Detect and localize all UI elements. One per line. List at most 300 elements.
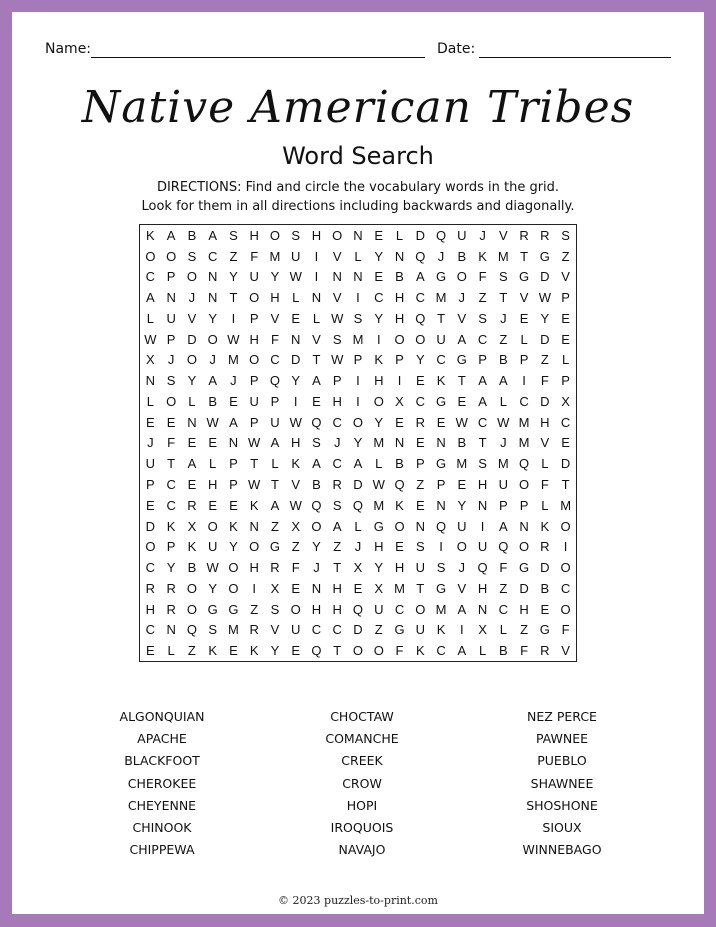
grid-cell[interactable]: R: [270, 560, 280, 576]
grid-cell[interactable]: O: [394, 518, 405, 534]
grid-cell[interactable]: X: [187, 518, 197, 534]
grid-cell[interactable]: U: [291, 622, 301, 638]
grid-cell[interactable]: G: [228, 601, 239, 617]
grid-cell[interactable]: B: [540, 580, 550, 596]
grid-cell[interactable]: Z: [333, 539, 342, 555]
grid-cell[interactable]: G: [539, 248, 550, 264]
grid-cell[interactable]: X: [270, 580, 280, 596]
grid-cell[interactable]: N: [394, 435, 405, 451]
grid-cell[interactable]: Y: [270, 643, 280, 659]
grid-cell[interactable]: S: [187, 248, 197, 264]
grid-cell[interactable]: C: [374, 290, 384, 306]
grid-cell[interactable]: E: [457, 477, 467, 493]
grid-cell[interactable]: Y: [353, 435, 363, 451]
grid-cell[interactable]: N: [353, 227, 363, 243]
grid-cell[interactable]: E: [312, 393, 321, 409]
grid-cell[interactable]: A: [166, 227, 176, 243]
grid-cell[interactable]: K: [187, 539, 197, 555]
grid-cell[interactable]: N: [228, 435, 239, 451]
grid-cell[interactable]: O: [456, 539, 467, 555]
grid-cell[interactable]: Q: [415, 248, 426, 264]
grid-cell[interactable]: P: [249, 310, 259, 326]
grid-cell[interactable]: M: [373, 435, 385, 451]
grid-cell[interactable]: X: [146, 352, 155, 368]
grid-cell[interactable]: F: [270, 331, 279, 347]
grid-cell[interactable]: V: [457, 310, 467, 326]
grid-cell[interactable]: C: [477, 414, 488, 430]
grid-cell[interactable]: Z: [478, 290, 487, 306]
grid-cell[interactable]: E: [374, 227, 384, 243]
grid-cell[interactable]: H: [249, 331, 259, 347]
grid-cell[interactable]: J: [500, 310, 507, 326]
grid-cell[interactable]: E: [291, 580, 301, 596]
grid-cell[interactable]: K: [540, 518, 550, 534]
grid-cell[interactable]: U: [457, 518, 467, 534]
grid-cell[interactable]: Q: [311, 643, 322, 659]
grid-cell[interactable]: O: [415, 331, 426, 347]
grid-cell[interactable]: S: [166, 373, 176, 389]
grid-cell[interactable]: Y: [540, 310, 550, 326]
grid-cell[interactable]: E: [208, 497, 217, 513]
grid-cell[interactable]: C: [498, 601, 509, 617]
grid-cell[interactable]: H: [394, 310, 405, 326]
grid-cell[interactable]: Y: [208, 310, 217, 326]
grid-cell[interactable]: N: [332, 269, 342, 285]
grid-cell[interactable]: T: [478, 435, 487, 451]
grid-cell[interactable]: M: [435, 290, 447, 306]
grid-cell[interactable]: W: [497, 414, 510, 430]
grid-cell[interactable]: O: [332, 227, 343, 243]
grid-cell[interactable]: Y: [374, 560, 384, 576]
grid-cell[interactable]: J: [354, 539, 362, 555]
grid-cell[interactable]: H: [477, 477, 488, 493]
grid-cell[interactable]: U: [249, 393, 259, 409]
grid-cell[interactable]: S: [561, 227, 570, 243]
grid-cell[interactable]: E: [374, 269, 384, 285]
grid-cell[interactable]: J: [188, 290, 196, 306]
grid-cell[interactable]: L: [209, 456, 217, 472]
grid-cell[interactable]: A: [187, 456, 197, 472]
grid-cell[interactable]: O: [166, 393, 177, 409]
grid-cell[interactable]: M: [269, 248, 281, 264]
grid-cell[interactable]: J: [500, 435, 507, 451]
grid-cell[interactable]: Y: [415, 352, 425, 368]
grid-cell[interactable]: X: [291, 518, 301, 534]
grid-cell[interactable]: H: [374, 373, 384, 389]
grid-cell[interactable]: D: [540, 393, 550, 409]
grid-cell[interactable]: J: [437, 248, 445, 264]
grid-cell[interactable]: O: [560, 560, 571, 576]
word-search-grid[interactable]: [139, 224, 577, 662]
grid-cell[interactable]: C: [332, 414, 342, 430]
grid-cell[interactable]: T: [416, 580, 425, 596]
grid-cell[interactable]: T: [250, 456, 259, 472]
grid-cell[interactable]: S: [229, 227, 238, 243]
grid-cell[interactable]: E: [561, 310, 570, 326]
grid-cell[interactable]: E: [146, 643, 155, 659]
grid-cell[interactable]: N: [353, 269, 363, 285]
grid-cell[interactable]: E: [415, 435, 425, 451]
grid-cell[interactable]: G: [435, 456, 447, 472]
grid-cell[interactable]: Z: [520, 622, 529, 638]
grid-cell[interactable]: O: [415, 601, 426, 617]
grid-cell[interactable]: Z: [270, 518, 279, 534]
grid-cell[interactable]: T: [520, 248, 529, 264]
grid-cell[interactable]: H: [311, 227, 322, 243]
grid-cell[interactable]: A: [270, 497, 280, 513]
grid-cell[interactable]: N: [166, 622, 176, 638]
grid-cell[interactable]: E: [146, 497, 155, 513]
grid-cell[interactable]: D: [560, 456, 571, 472]
grid-cell[interactable]: A: [353, 456, 363, 472]
grid-cell[interactable]: E: [415, 497, 425, 513]
grid-cell[interactable]: O: [394, 331, 405, 347]
grid-cell[interactable]: V: [332, 290, 342, 306]
grid-cell[interactable]: P: [166, 539, 176, 555]
grid-cell[interactable]: O: [186, 352, 197, 368]
grid-cell[interactable]: U: [415, 560, 425, 576]
grid-cell[interactable]: T: [167, 456, 176, 472]
grid-cell[interactable]: I: [459, 622, 464, 638]
grid-cell[interactable]: Y: [229, 539, 238, 555]
grid-cell[interactable]: A: [457, 331, 467, 347]
grid-cell[interactable]: H: [145, 601, 156, 617]
grid-cell[interactable]: K: [436, 622, 446, 638]
grid-cell[interactable]: E: [395, 414, 404, 430]
grid-cell[interactable]: T: [333, 560, 342, 576]
grid-cell[interactable]: O: [228, 580, 239, 596]
grid-cell[interactable]: K: [249, 497, 259, 513]
grid-cell[interactable]: L: [541, 456, 549, 472]
grid-cell[interactable]: G: [435, 393, 447, 409]
grid-cell[interactable]: B: [457, 248, 467, 264]
grid-cell[interactable]: K: [229, 518, 238, 534]
grid-cell[interactable]: L: [375, 456, 383, 472]
grid-cell[interactable]: B: [187, 560, 197, 576]
grid-cell[interactable]: R: [332, 477, 342, 493]
grid-cell[interactable]: K: [436, 373, 446, 389]
grid-cell[interactable]: S: [478, 310, 487, 326]
grid-cell[interactable]: V: [561, 643, 570, 659]
grid-cell[interactable]: O: [207, 518, 218, 534]
grid-cell[interactable]: V: [312, 331, 321, 347]
grid-cell[interactable]: C: [519, 393, 529, 409]
grid-cell[interactable]: D: [540, 331, 550, 347]
grid-cell[interactable]: A: [270, 435, 280, 451]
grid-cell[interactable]: V: [561, 269, 570, 285]
grid-cell[interactable]: C: [166, 477, 176, 493]
grid-cell[interactable]: I: [376, 331, 381, 347]
grid-cell[interactable]: L: [562, 352, 570, 368]
grid-cell[interactable]: N: [477, 601, 488, 617]
grid-cell[interactable]: Z: [561, 248, 570, 264]
grid-cell[interactable]: J: [167, 352, 175, 368]
grid-cell[interactable]: Z: [416, 477, 425, 493]
grid-cell[interactable]: H: [540, 414, 550, 430]
grid-cell[interactable]: T: [333, 643, 342, 659]
grid-cell[interactable]: K: [415, 643, 425, 659]
grid-cell[interactable]: Q: [352, 497, 364, 513]
grid-cell[interactable]: L: [499, 393, 507, 409]
grid-cell[interactable]: E: [229, 497, 238, 513]
grid-cell[interactable]: Z: [187, 643, 196, 659]
grid-cell[interactable]: I: [231, 310, 236, 326]
grid-cell[interactable]: P: [249, 373, 259, 389]
grid-cell[interactable]: B: [457, 435, 467, 451]
grid-cell[interactable]: S: [353, 310, 363, 326]
grid-cell[interactable]: L: [499, 622, 507, 638]
grid-cell[interactable]: N: [207, 269, 218, 285]
grid-cell[interactable]: O: [373, 643, 384, 659]
grid-cell[interactable]: O: [456, 269, 467, 285]
grid-cell[interactable]: P: [229, 456, 238, 472]
grid-cell[interactable]: E: [457, 393, 467, 409]
grid-cell[interactable]: I: [522, 373, 526, 389]
grid-cell[interactable]: D: [519, 580, 529, 596]
grid-cell[interactable]: H: [249, 560, 259, 576]
grid-cell[interactable]: P: [249, 414, 259, 430]
grid-cell[interactable]: J: [209, 352, 216, 368]
grid-cell[interactable]: M: [497, 248, 509, 264]
grid-cell[interactable]: L: [146, 393, 154, 409]
grid-cell[interactable]: S: [436, 560, 446, 576]
grid-cell[interactable]: Q: [269, 373, 280, 389]
grid-cell[interactable]: D: [353, 477, 363, 493]
grid-cell[interactable]: D: [540, 269, 550, 285]
grid-cell[interactable]: T: [270, 477, 279, 493]
grid-cell[interactable]: H: [394, 290, 405, 306]
grid-cell[interactable]: N: [394, 248, 405, 264]
grid-cell[interactable]: W: [248, 435, 261, 451]
grid-cell[interactable]: E: [229, 393, 238, 409]
grid-cell[interactable]: Q: [435, 518, 447, 534]
grid-cell[interactable]: G: [456, 352, 467, 368]
grid-cell[interactable]: Q: [186, 622, 197, 638]
grid-cell[interactable]: O: [145, 248, 156, 264]
grid-cell[interactable]: K: [249, 643, 259, 659]
grid-cell[interactable]: S: [478, 456, 487, 472]
grid-cell[interactable]: O: [311, 518, 322, 534]
grid-cell[interactable]: X: [395, 393, 404, 409]
grid-cell[interactable]: G: [394, 622, 405, 638]
grid-cell[interactable]: P: [478, 352, 487, 368]
grid-cell[interactable]: H: [332, 580, 342, 596]
grid-cell[interactable]: H: [291, 435, 301, 451]
grid-cell[interactable]: C: [332, 622, 342, 638]
grid-cell[interactable]: K: [478, 248, 487, 264]
grid-cell[interactable]: R: [145, 580, 156, 596]
grid-cell[interactable]: K: [166, 518, 176, 534]
grid-cell[interactable]: H: [332, 601, 342, 617]
grid-cell[interactable]: O: [186, 580, 197, 596]
grid-cell[interactable]: W: [331, 310, 344, 326]
grid-cell[interactable]: E: [519, 310, 529, 326]
grid-cell[interactable]: N: [415, 518, 425, 534]
grid-cell[interactable]: O: [560, 518, 571, 534]
grid-cell[interactable]: W: [289, 269, 302, 285]
grid-cell[interactable]: E: [395, 539, 404, 555]
grid-cell[interactable]: E: [436, 414, 446, 430]
grid-cell[interactable]: X: [353, 560, 363, 576]
grid-cell[interactable]: A: [208, 227, 217, 243]
grid-cell[interactable]: A: [332, 518, 342, 534]
grid-cell[interactable]: C: [311, 622, 322, 638]
grid-cell[interactable]: N: [311, 290, 322, 306]
grid-cell[interactable]: E: [291, 643, 301, 659]
grid-cell[interactable]: O: [290, 601, 301, 617]
grid-cell[interactable]: B: [395, 269, 404, 285]
grid-cell[interactable]: A: [208, 373, 217, 389]
grid-cell[interactable]: J: [147, 435, 154, 451]
grid-cell[interactable]: O: [560, 601, 571, 617]
grid-cell[interactable]: Q: [477, 560, 488, 576]
grid-cell[interactable]: N: [311, 580, 322, 596]
grid-cell[interactable]: B: [312, 477, 321, 493]
grid-cell[interactable]: O: [352, 414, 364, 430]
grid-cell[interactable]: G: [207, 601, 218, 617]
grid-cell[interactable]: L: [395, 227, 404, 243]
grid-cell[interactable]: F: [540, 477, 549, 493]
grid-cell[interactable]: W: [538, 290, 551, 306]
grid-cell[interactable]: M: [228, 352, 239, 368]
grid-cell[interactable]: P: [395, 352, 404, 368]
grid-cell[interactable]: O: [186, 269, 197, 285]
grid-cell[interactable]: V: [332, 248, 342, 264]
grid-cell[interactable]: V: [270, 622, 280, 638]
grid-cell[interactable]: U: [291, 248, 301, 264]
grid-cell[interactable]: L: [271, 456, 279, 472]
grid-cell[interactable]: W: [206, 414, 219, 430]
grid-cell[interactable]: G: [519, 269, 530, 285]
grid-cell[interactable]: H: [270, 290, 280, 306]
grid-cell[interactable]: M: [518, 414, 530, 430]
grid-cell[interactable]: C: [145, 622, 156, 638]
grid-cell[interactable]: S: [415, 539, 425, 555]
grid-cell[interactable]: P: [353, 352, 363, 368]
grid-cell[interactable]: K: [291, 456, 301, 472]
grid-cell[interactable]: W: [289, 414, 302, 430]
grid-cell[interactable]: M: [228, 622, 239, 638]
grid-cell[interactable]: G: [269, 539, 280, 555]
grid-cell[interactable]: P: [498, 497, 508, 513]
grid-cell[interactable]: G: [435, 580, 447, 596]
grid-cell[interactable]: L: [312, 310, 321, 326]
grid-cell[interactable]: N: [291, 331, 301, 347]
grid-cell[interactable]: C: [270, 352, 280, 368]
grid-cell[interactable]: L: [146, 310, 154, 326]
grid-cell[interactable]: U: [166, 310, 176, 326]
grid-cell[interactable]: Y: [291, 373, 301, 389]
grid-cell[interactable]: A: [478, 373, 487, 389]
grid-cell[interactable]: Z: [499, 580, 508, 596]
grid-cell[interactable]: F: [250, 248, 259, 264]
grid-cell[interactable]: E: [353, 580, 363, 596]
grid-cell[interactable]: Y: [374, 248, 384, 264]
grid-cell[interactable]: M: [456, 456, 468, 472]
grid-cell[interactable]: N: [477, 497, 488, 513]
grid-cell[interactable]: A: [457, 643, 467, 659]
grid-cell[interactable]: H: [374, 539, 384, 555]
grid-cell[interactable]: I: [480, 518, 485, 534]
grid-cell[interactable]: P: [561, 290, 570, 306]
grid-cell[interactable]: L: [478, 643, 487, 659]
grid-cell[interactable]: H: [207, 477, 218, 493]
grid-cell[interactable]: C: [560, 414, 571, 430]
grid-cell[interactable]: O: [269, 227, 280, 243]
grid-cell[interactable]: L: [188, 393, 196, 409]
grid-cell[interactable]: R: [166, 601, 176, 617]
grid-cell[interactable]: F: [540, 373, 549, 389]
grid-cell[interactable]: S: [498, 269, 508, 285]
grid-cell[interactable]: O: [352, 643, 364, 659]
grid-cell[interactable]: T: [229, 290, 238, 306]
grid-cell[interactable]: N: [519, 518, 529, 534]
grid-cell[interactable]: O: [228, 560, 239, 576]
grid-cell[interactable]: V: [291, 477, 301, 493]
grid-cell[interactable]: L: [354, 248, 362, 264]
grid-cell[interactable]: O: [249, 290, 260, 306]
grid-cell[interactable]: O: [145, 539, 156, 555]
grid-cell[interactable]: F: [561, 622, 570, 638]
grid-cell[interactable]: T: [312, 352, 321, 368]
grid-cell[interactable]: Y: [270, 269, 280, 285]
grid-cell[interactable]: S: [208, 622, 217, 638]
grid-cell[interactable]: A: [457, 601, 467, 617]
grid-cell[interactable]: G: [519, 560, 530, 576]
grid-cell[interactable]: S: [270, 601, 280, 617]
grid-cell[interactable]: K: [395, 497, 404, 513]
grid-cell[interactable]: U: [145, 456, 156, 472]
grid-cell[interactable]: E: [540, 601, 550, 617]
grid-cell[interactable]: Y: [166, 560, 176, 576]
grid-cell[interactable]: B: [208, 393, 217, 409]
grid-cell[interactable]: Y: [374, 310, 384, 326]
grid-cell[interactable]: Y: [187, 373, 197, 389]
grid-cell[interactable]: W: [248, 477, 261, 493]
grid-cell[interactable]: I: [293, 393, 298, 409]
grid-cell[interactable]: Z: [291, 539, 300, 555]
grid-cell[interactable]: M: [394, 580, 405, 596]
grid-cell[interactable]: B: [187, 227, 197, 243]
grid-cell[interactable]: N: [207, 290, 218, 306]
grid-cell[interactable]: K: [208, 643, 217, 659]
grid-cell[interactable]: J: [479, 227, 486, 243]
grid-cell[interactable]: N: [166, 290, 176, 306]
grid-cell[interactable]: Q: [394, 477, 405, 493]
grid-cell[interactable]: C: [560, 580, 571, 596]
grid-cell[interactable]: I: [397, 373, 402, 389]
grid-cell[interactable]: P: [519, 352, 529, 368]
grid-cell[interactable]: D: [145, 518, 156, 534]
grid-cell[interactable]: C: [477, 331, 488, 347]
grid-cell[interactable]: S: [332, 331, 342, 347]
grid-cell[interactable]: J: [313, 560, 320, 576]
grid-cell[interactable]: C: [415, 290, 425, 306]
grid-cell[interactable]: W: [227, 331, 240, 347]
grid-cell[interactable]: J: [230, 373, 237, 389]
grid-cell[interactable]: F: [499, 560, 508, 576]
grid-cell[interactable]: Y: [312, 539, 321, 555]
grid-cell[interactable]: O: [519, 539, 530, 555]
grid-cell[interactable]: P: [436, 477, 446, 493]
grid-cell[interactable]: W: [331, 352, 344, 368]
grid-cell[interactable]: S: [291, 227, 301, 243]
grid-cell[interactable]: G: [435, 269, 447, 285]
grid-cell[interactable]: M: [518, 435, 530, 451]
grid-cell[interactable]: U: [477, 539, 488, 555]
grid-cell[interactable]: J: [333, 435, 341, 451]
grid-cell[interactable]: K: [374, 352, 384, 368]
